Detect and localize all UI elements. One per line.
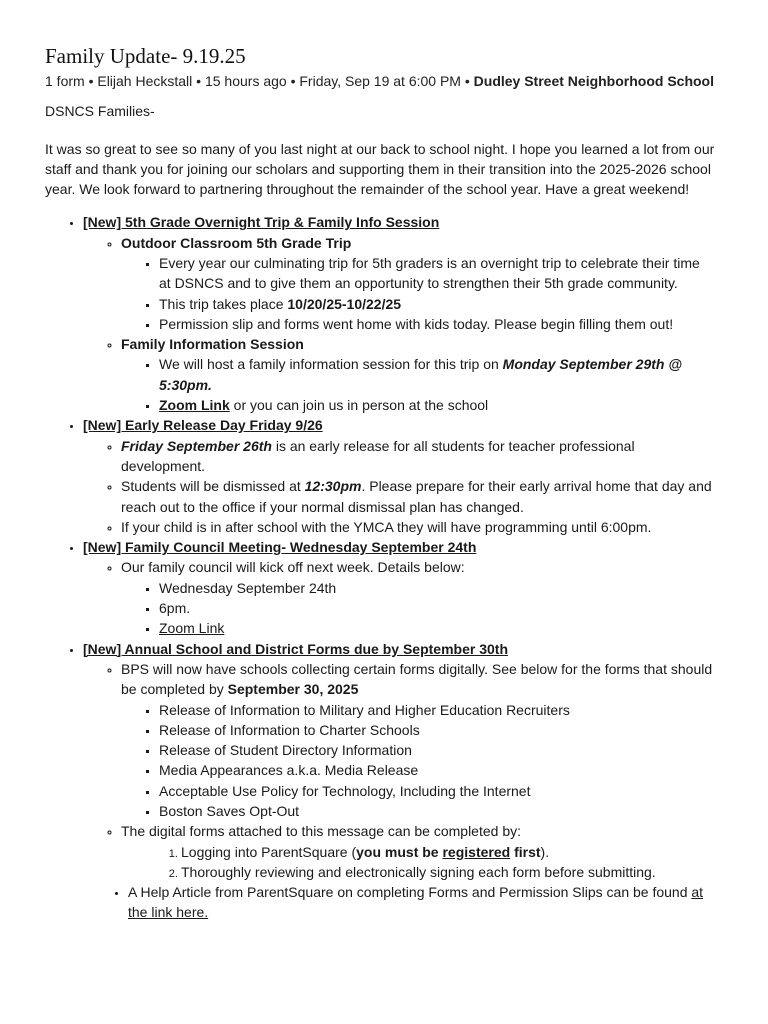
text: Logging into ParentSquare ( — [181, 843, 357, 860]
section-annual-forms — [83, 639, 715, 883]
subsection-title: Family Information Session — [121, 336, 304, 353]
list-item: ▪ Every year our culminating trip for 5th graders is an overnight trip to celebrate their time at DSNCS and to give them an opportunity to strengthen their 5th grade community. — [159, 253, 715, 294]
form-item: ▪ Release of Information to Military and Higher Education Recruiters — [159, 700, 715, 720]
list-item — [159, 618, 715, 638]
registered-link[interactable]: registered — [442, 843, 511, 860]
list-item — [121, 476, 715, 517]
section-title: [New] Family Council Meeting- Wednesday September 24th — [83, 539, 477, 556]
dismissal-time: 12:30pm — [304, 478, 362, 495]
list-item — [121, 233, 715, 334]
section-early-release — [83, 415, 715, 537]
help-article-link[interactable]: at the link here. — [128, 884, 704, 921]
section-overnight-trip — [83, 212, 715, 415]
section-title: [New] Annual School and District Forms due by September 30th — [83, 640, 508, 657]
text: BPS will now have schools collecting certain forms digitally. See below for the forms that should be completed by — [121, 660, 713, 698]
text: A Help Article from ParentSquare on completing Forms and Permission Slips can be found — [128, 884, 692, 901]
zoom-link[interactable]: Zoom Link — [159, 397, 230, 414]
greeting: DSNCS Families- — [45, 103, 155, 119]
section-title: [New] Early Release Day Friday 9/26 — [83, 417, 323, 434]
due-date: September 30, 2025 — [227, 681, 359, 698]
message-meta — [45, 71, 715, 91]
form-item: ▪ Boston Saves Opt-Out — [159, 801, 715, 821]
message-body — [45, 42, 715, 923]
text: Our family council will kick off next week. Details below: — [121, 559, 465, 576]
list-item — [159, 294, 715, 314]
text: This trip takes place — [159, 295, 288, 312]
trip-dates: 10/20/25-10/22/25 — [287, 295, 402, 312]
section-family-council — [83, 537, 715, 638]
list-item — [121, 436, 715, 477]
zoom-link[interactable]: Zoom Link — [159, 620, 225, 637]
text: is an early release for all students for teacher professional development. — [121, 437, 635, 474]
section-title: [New] 5th Grade Overnight Trip & Family Info Session — [83, 214, 440, 231]
list-item: ▪ Permission slip and forms went home with kids today. Please begin filling them out! — [159, 314, 715, 334]
list-item — [121, 659, 715, 821]
list-item — [159, 354, 715, 395]
text: you must be — [356, 843, 443, 860]
list-item — [159, 395, 715, 415]
meta-line: 1 form • Elijah Heckstall • 15 hours ago • Friday, Sep 19 at 6:00 PM • — [45, 73, 474, 89]
session-date: Monday September 29th @ 5:30pm. — [159, 356, 683, 393]
list-item: ▪ Wednesday September 24th — [159, 578, 715, 598]
list-item — [121, 821, 715, 882]
list-item: ▪ 6pm. — [159, 598, 715, 618]
intro-paragraph: It was so great to see so many of you last night at our back to school night. I hope you learned a lot from our staff and thank you for joining our scholars and supporting them in their transition into the 2025-2026 school year. We look forward to partnering throughout the remainder of the school year. Have a great weekend! — [45, 141, 715, 197]
list-item: ◦ If your child is in after school with the YMCA they will have programming until 6:00pm. — [121, 517, 715, 537]
release-date: Friday September 26th — [121, 437, 272, 454]
list-item — [121, 334, 715, 415]
page-title: Family Update- 9.19.25 — [45, 44, 246, 68]
text: Students will be dismissed at — [121, 478, 305, 495]
school-name[interactable]: Dudley Street Neighborhood School — [473, 73, 715, 89]
form-item: ▪ Acceptable Use Policy for Technology, Including the Internet — [159, 781, 715, 801]
text: . Please prepare for their early arrival home that day and reach out to the office if your normal dismissal plan has changed. — [121, 478, 712, 515]
text: ). — [540, 843, 550, 860]
step-item: 2. Thoroughly reviewing and electronically signing each form before submitting. — [181, 862, 715, 882]
list-item — [121, 557, 715, 638]
text: We will host a family information session for this trip on — [159, 356, 503, 373]
form-item: ▪ Release of Information to Charter Schools — [159, 720, 715, 740]
text: or you can join us in person at the school — [229, 397, 489, 414]
text: The digital forms attached to this message can be completed by: — [121, 823, 521, 840]
form-item: ▪ Media Appearances a.k.a. Media Release — [159, 760, 715, 780]
help-list — [45, 882, 715, 923]
form-item: ▪ Release of Student Directory Information — [159, 740, 715, 760]
step-item — [181, 842, 715, 862]
text: first — [510, 843, 541, 860]
subsection-title: Outdoor Classroom 5th Grade Trip — [121, 234, 352, 251]
announcement-list — [45, 212, 715, 882]
help-item — [128, 882, 715, 923]
